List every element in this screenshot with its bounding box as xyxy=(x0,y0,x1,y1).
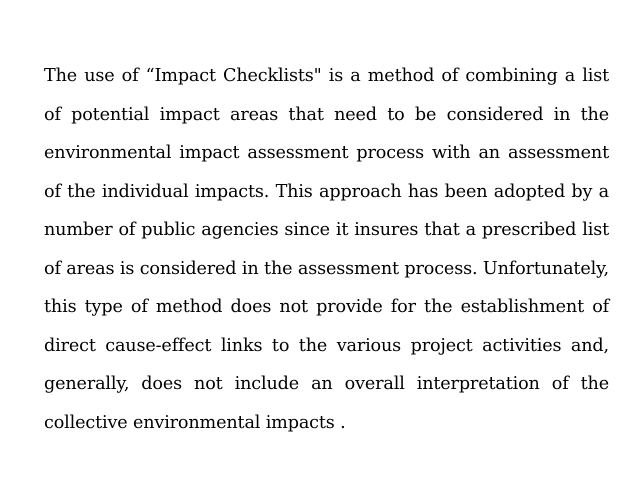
body-paragraph: The use of “Impact Checklists" is a method of combining a list of potential impact areas that need to be considered in the environmental impact assessment process with an assessment of the individual impacts. This approach has been adopted by a number of public agencies since it insures that a prescribed list of areas is considered in the assessment process. Unfortunately, this type of method does not provide for the establishment of direct cause-effect links to the various project activities and, generally, does not include an overall interpretation of the collective environmental impacts . xyxy=(44,66,609,433)
